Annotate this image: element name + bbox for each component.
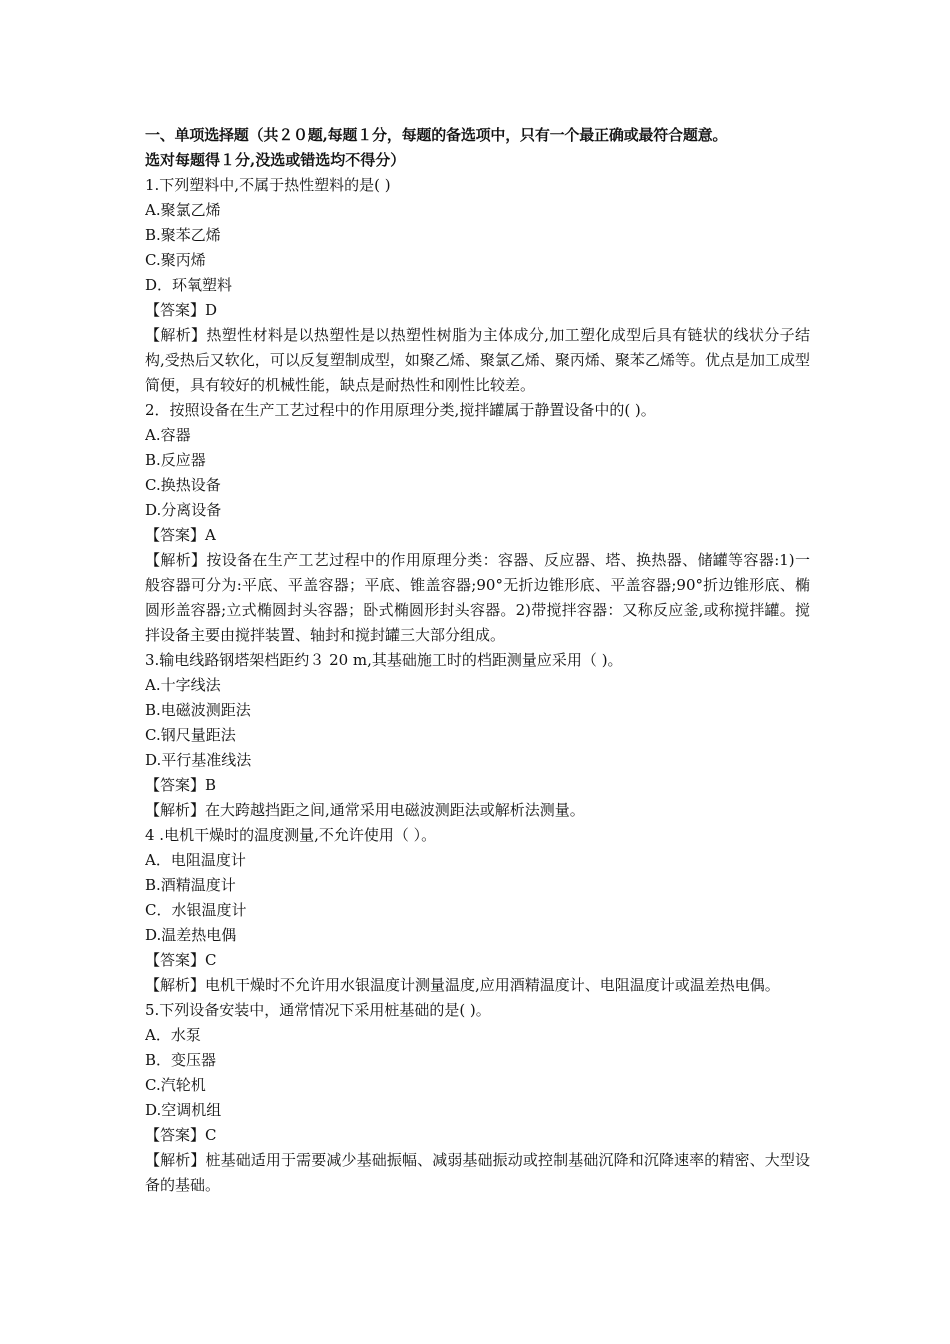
option-b: B．变压器: [145, 1051, 217, 1069]
question-4: [145, 823, 810, 998]
section-heading: [145, 123, 810, 173]
question-3: [145, 648, 810, 823]
question-stem: 2．按照设备在生产工艺过程中的作用原理分类,搅拌罐属于静置设备中的( )。: [145, 401, 656, 419]
option-a: A.容器: [145, 426, 191, 444]
analysis: 【解析】按设备在生产工艺过程中的作用原理分类：容器、反应器、塔、换热器、储罐等容器:1)一般容器可分为:平底、平盖容器；平底、锥盖容器;90°无折边锥形底、平盖容器;90°折边锥形底、椭圆形盖容器;立式椭圆封头容器；卧式椭圆形封头容器。2)带搅拌容器：又称反应釜,或称搅拌罐。搅拌设备主要由搅拌装置、轴封和搅封罐三大部分组成。: [145, 551, 810, 644]
analysis: 【解析】电机干燥时不允许用水银温度计测量温度,应用酒精温度计、电阻温度计或温差热电偶。: [145, 976, 780, 994]
section-heading-line-1: 一、单项选择题（共２０题,每题１分，每题的备选项中，只有一个最正确或最符合题意。: [145, 126, 728, 144]
question-2: [145, 398, 810, 648]
option-c: C.聚丙烯: [145, 251, 206, 269]
answer: 【答案】C: [145, 951, 217, 969]
option-b: B.电磁波测距法: [145, 701, 251, 719]
option-c: C.钢尺量距法: [145, 726, 236, 744]
option-d: D.分离设备: [145, 501, 222, 519]
question-stem: 5.下列设备安装中，通常情况下采用桩基础的是( )。: [145, 1001, 491, 1019]
option-c: C.汽轮机: [145, 1076, 206, 1094]
section-heading-line-2: 选对每题得１分,没选或错选均不得分）: [145, 151, 406, 169]
option-c: C.换热设备: [145, 476, 221, 494]
option-b: B.反应器: [145, 451, 206, 469]
answer: 【答案】A: [145, 526, 216, 544]
question-stem: 4 .电机干燥时的温度测量,不允许使用（ ）。: [145, 826, 437, 844]
answer: 【答案】D: [145, 301, 218, 319]
option-d: D.温差热电偶: [145, 926, 237, 944]
analysis: 【解析】热塑性材料是以热塑性是以热塑性树脂为主体成分,加工塑化成型后具有链状的线状分子结构,受热后又软化，可以反复塑制成型，如聚乙烯、聚氯乙烯、聚丙烯、聚苯乙烯等。优点是加工成型简便，具有较好的机械性能，缺点是耐热性和刚性比较差。: [145, 326, 810, 394]
question-5: [145, 998, 810, 1198]
option-d: D．环氧塑料: [145, 276, 233, 294]
answer: 【答案】C: [145, 1126, 217, 1144]
answer: 【答案】B: [145, 776, 217, 794]
question-1: [145, 173, 810, 398]
option-a: A.聚氯乙烯: [145, 201, 221, 219]
option-a: A.十字线法: [145, 676, 221, 694]
option-d: D.平行基准线法: [145, 751, 252, 769]
analysis: 【解析】桩基础适用于需要减少基础振幅、减弱基础振动或控制基础沉降和沉降速率的精密、大型设备的基础。: [145, 1151, 810, 1194]
option-a: A．水泵: [145, 1026, 201, 1044]
option-b: B.酒精温度计: [145, 876, 236, 894]
question-stem: 1.下列塑料中,不属于热性塑料的是( ): [145, 176, 391, 194]
question-stem: 3.输电线路钢塔架档距约３ 20 m,其基础施工时的档距测量应采用（ )。: [145, 651, 623, 669]
option-b: B.聚苯乙烯: [145, 226, 221, 244]
analysis: 【解析】在大跨越挡距之间,通常采用电磁波测距法或解析法测量。: [145, 801, 585, 819]
option-c: C．水银温度计: [145, 901, 247, 919]
option-d: D.空调机组: [145, 1101, 222, 1119]
option-a: A．电阻温度计: [145, 851, 246, 869]
document-page: [145, 123, 810, 1198]
